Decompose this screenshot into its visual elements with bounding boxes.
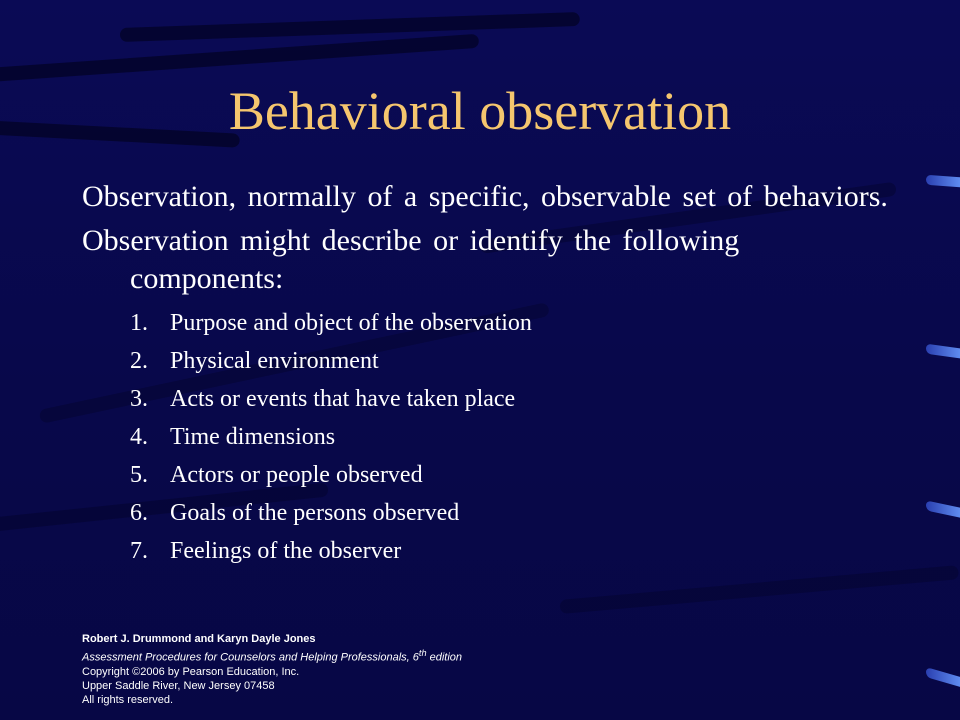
- footer-book-suffix: edition: [426, 651, 463, 664]
- list-number: 1.: [130, 310, 148, 336]
- body-paragraph: Observation, normally of a specific, observable set of behaviors.: [82, 180, 888, 213]
- background-streak: [120, 12, 580, 42]
- list-item: [130, 494, 902, 532]
- list-text: Time dimensions: [170, 424, 336, 450]
- list-item: [130, 304, 902, 342]
- footer-book-title: Assessment Procedures for Counselors and Helping Professionals, 6: [82, 651, 419, 664]
- list-number: 2.: [130, 348, 148, 374]
- footer-book: [82, 646, 462, 665]
- component-list: [82, 304, 902, 570]
- edge-accent-bar: [926, 500, 960, 517]
- edge-accent-bar: [926, 175, 960, 187]
- footer-address: Upper Saddle River, New Jersey 07458: [82, 679, 275, 692]
- list-number: 7.: [130, 538, 148, 564]
- list-text: Actors or people observed: [170, 462, 423, 488]
- footer-copyright: Copyright ©2006 by Pearson Education, Inc.: [82, 665, 300, 678]
- copyright-footer: [82, 632, 462, 707]
- background-streak: [0, 34, 479, 84]
- footer-book-sup: th: [418, 648, 427, 658]
- list-item: [130, 456, 902, 494]
- list-item: [130, 380, 902, 418]
- list-text: Feelings of the observer: [170, 538, 402, 564]
- list-number: 6.: [130, 500, 148, 526]
- list-item: [130, 342, 902, 380]
- edge-accent-bar: [926, 344, 960, 359]
- list-number: 4.: [130, 424, 148, 450]
- list-item: [130, 532, 902, 570]
- list-text: Purpose and object of the observation: [170, 310, 532, 336]
- list-text: Acts or events that have taken place: [170, 386, 516, 412]
- edge-accent-bar: [926, 667, 960, 687]
- footer-rights: All rights reserved.: [82, 693, 174, 706]
- list-number: 5.: [130, 462, 148, 488]
- footer-author: Robert J. Drummond and Karyn Dayle Jones: [82, 633, 316, 645]
- slide-body: [82, 178, 902, 570]
- background-streak: [559, 565, 959, 614]
- slide-title: Behavioral observation: [228, 81, 732, 141]
- list-text: Physical environment: [170, 348, 379, 374]
- body-paragraph: Observation might describe or identify the following components:: [82, 224, 740, 295]
- list-number: 3.: [130, 386, 148, 412]
- list-text: Goals of the persons observed: [170, 500, 460, 526]
- list-item: [130, 418, 902, 456]
